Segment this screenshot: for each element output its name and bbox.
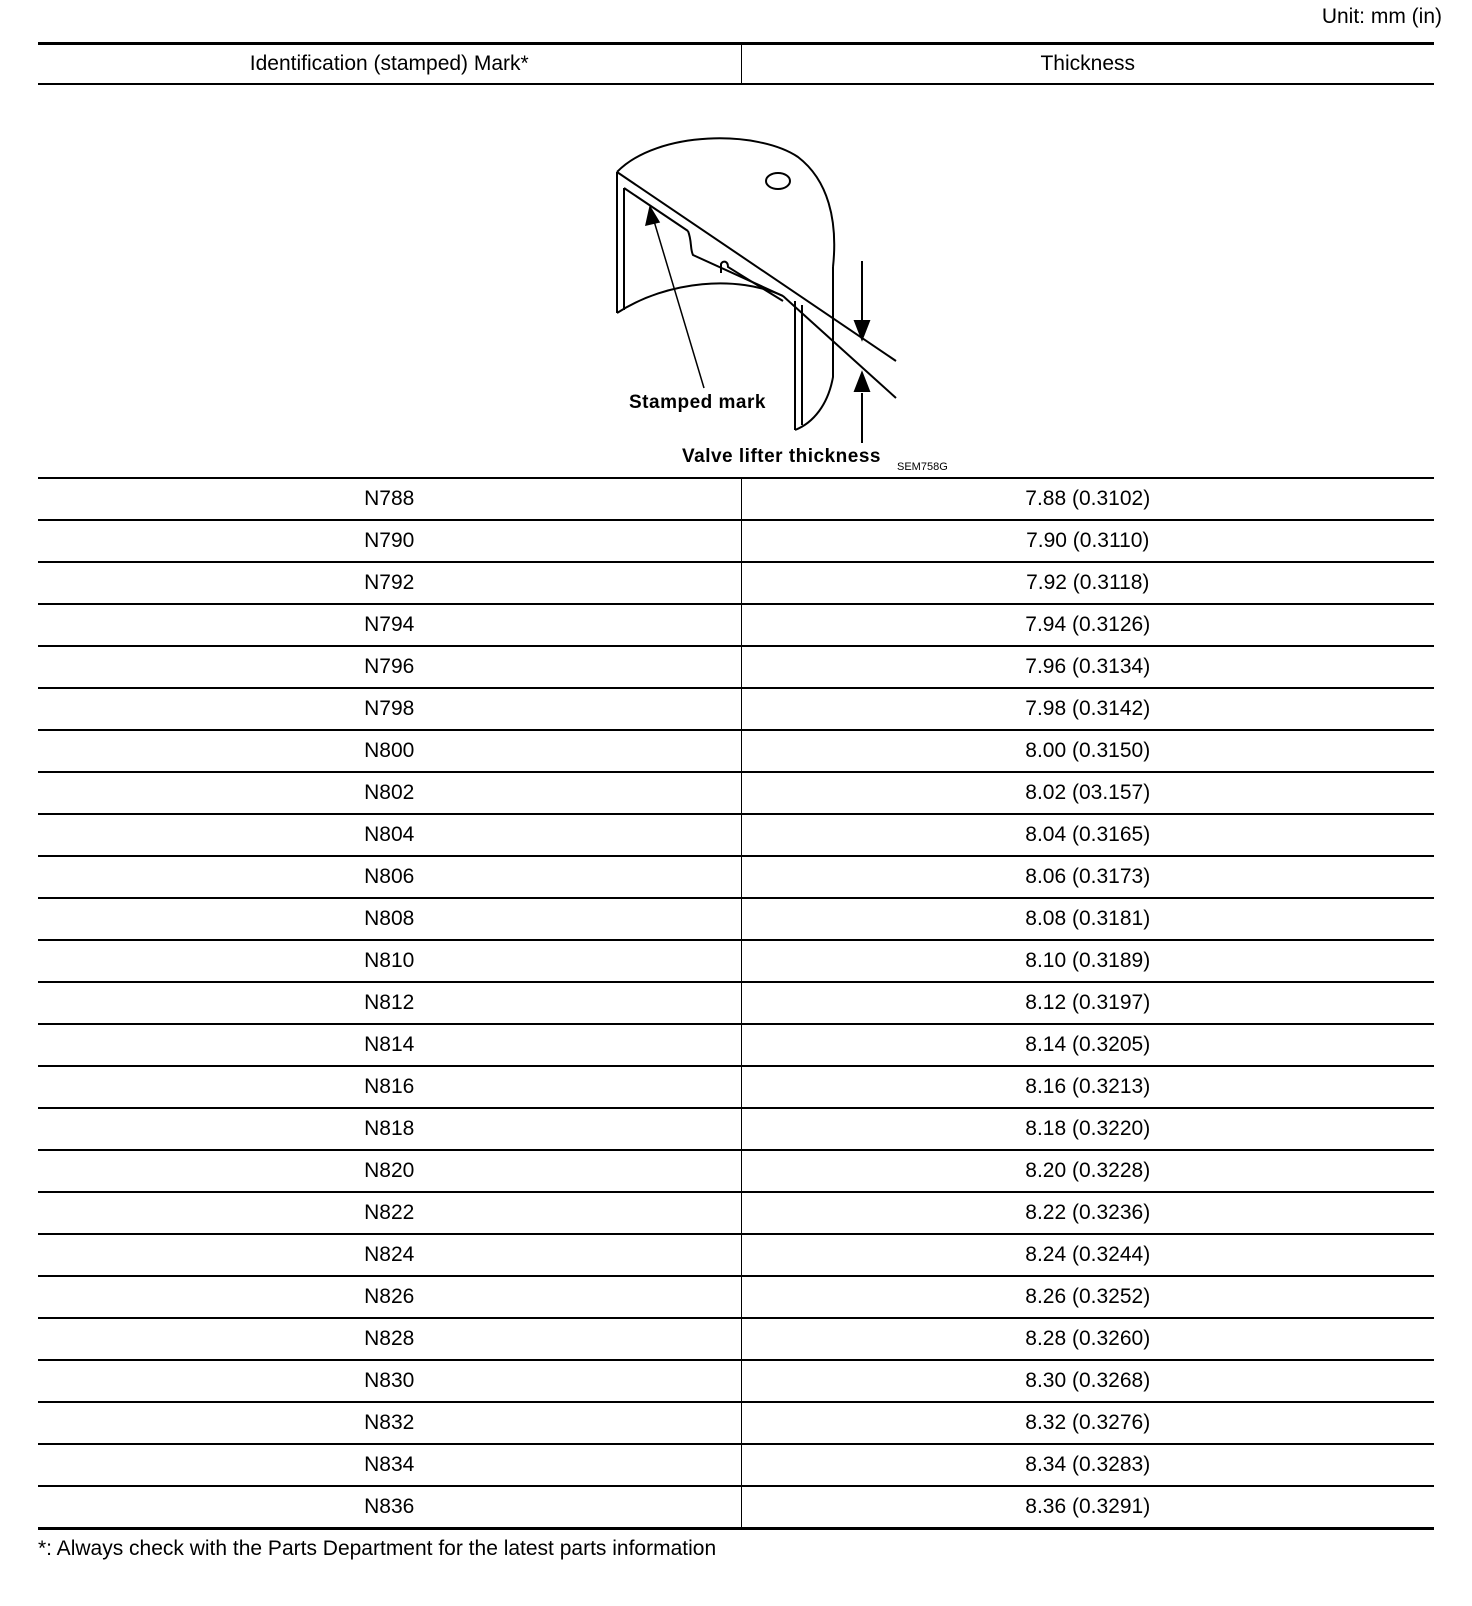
table-row bbox=[38, 1150, 1434, 1192]
mark-cell: N836 bbox=[38, 1486, 741, 1529]
thickness-cell: 8.32 (0.3276) bbox=[741, 1402, 1434, 1444]
table-row bbox=[38, 898, 1434, 940]
mark-cell: N820 bbox=[38, 1150, 741, 1192]
lifter-top-edge bbox=[617, 138, 834, 267]
thickness-cell: 8.14 (0.3205) bbox=[741, 1024, 1434, 1066]
figure-row bbox=[38, 84, 1434, 478]
thickness-cell: 8.04 (0.3165) bbox=[741, 814, 1434, 856]
table-row bbox=[38, 646, 1434, 688]
table-row bbox=[38, 772, 1434, 814]
mark-cell: N828 bbox=[38, 1318, 741, 1360]
thickness-cell: 8.30 (0.3268) bbox=[741, 1360, 1434, 1402]
table-row bbox=[38, 478, 1434, 520]
stamped-mark-label: Stamped mark bbox=[629, 392, 766, 413]
mark-cell: N796 bbox=[38, 646, 741, 688]
thickness-cell: 8.28 (0.3260) bbox=[741, 1318, 1434, 1360]
thickness-cell: 8.24 (0.3244) bbox=[741, 1234, 1434, 1276]
thickness-cell: 8.12 (0.3197) bbox=[741, 982, 1434, 1024]
mark-cell: N804 bbox=[38, 814, 741, 856]
oil-hole bbox=[766, 173, 790, 189]
thickness-cell: 7.96 (0.3134) bbox=[741, 646, 1434, 688]
unit-label: Unit: mm (in) bbox=[1321, 5, 1442, 28]
thickness-cell: 8.02 (03.157) bbox=[741, 772, 1434, 814]
mark-cell: N798 bbox=[38, 688, 741, 730]
mark-cell: N810 bbox=[38, 940, 741, 982]
valve-lifter-thickness-label: Valve lifter thickness bbox=[682, 446, 881, 467]
table-row bbox=[38, 1402, 1434, 1444]
mark-cell: N792 bbox=[38, 562, 741, 604]
thickness-cell: 7.88 (0.3102) bbox=[741, 478, 1434, 520]
mark-cell: N826 bbox=[38, 1276, 741, 1318]
thickness-cell: 7.92 (0.3118) bbox=[741, 562, 1434, 604]
table-row bbox=[38, 604, 1434, 646]
mark-cell: N808 bbox=[38, 898, 741, 940]
mark-cell: N834 bbox=[38, 1444, 741, 1486]
table-row bbox=[38, 730, 1434, 772]
table-row bbox=[38, 1234, 1434, 1276]
stamped-mark-leader bbox=[654, 221, 704, 388]
mark-cell: N832 bbox=[38, 1402, 741, 1444]
thickness-cell: 8.22 (0.3236) bbox=[741, 1192, 1434, 1234]
thickness-cell: 8.26 (0.3252) bbox=[741, 1276, 1434, 1318]
arrowhead-up bbox=[855, 373, 869, 391]
thickness-cell: 8.34 (0.3283) bbox=[741, 1444, 1434, 1486]
mark-cell: N812 bbox=[38, 982, 741, 1024]
table-row bbox=[38, 520, 1434, 562]
cut-edge-upper bbox=[617, 172, 896, 361]
cut-edge-lower bbox=[783, 296, 896, 398]
valve-lifter-diagram bbox=[558, 107, 958, 477]
thickness-cell: 8.18 (0.3220) bbox=[741, 1108, 1434, 1150]
header-mark: Identification (stamped) Mark* bbox=[38, 44, 741, 85]
thickness-rows bbox=[38, 478, 1434, 1529]
table-row bbox=[38, 940, 1434, 982]
thickness-cell: 7.94 (0.3126) bbox=[741, 604, 1434, 646]
table-row bbox=[38, 1024, 1434, 1066]
table-row bbox=[38, 1192, 1434, 1234]
mark-cell: N830 bbox=[38, 1360, 741, 1402]
thickness-cell: 8.10 (0.3189) bbox=[741, 940, 1434, 982]
table-row bbox=[38, 562, 1434, 604]
figure-code: SEM758G bbox=[897, 461, 948, 473]
mark-cell: N818 bbox=[38, 1108, 741, 1150]
table-row bbox=[38, 1066, 1434, 1108]
table-row bbox=[38, 1486, 1434, 1529]
cut-edge-inner bbox=[624, 188, 688, 231]
table-row bbox=[38, 982, 1434, 1024]
table-row bbox=[38, 856, 1434, 898]
table-row bbox=[38, 1318, 1434, 1360]
valve-lifter-table bbox=[38, 42, 1434, 1530]
table-row bbox=[38, 1276, 1434, 1318]
header-thickness: Thickness bbox=[741, 44, 1434, 85]
table-row bbox=[38, 1108, 1434, 1150]
thickness-cell: 8.00 (0.3150) bbox=[741, 730, 1434, 772]
bottom-arc bbox=[617, 283, 783, 313]
mark-cell: N790 bbox=[38, 520, 741, 562]
table-row bbox=[38, 688, 1434, 730]
table-row bbox=[38, 1360, 1434, 1402]
thickness-cell: 8.06 (0.3173) bbox=[741, 856, 1434, 898]
thickness-cell: 7.98 (0.3142) bbox=[741, 688, 1434, 730]
footnote: *: Always check with the Parts Department for the latest parts information bbox=[38, 1537, 717, 1560]
mark-cell: N824 bbox=[38, 1234, 741, 1276]
mark-cell: N800 bbox=[38, 730, 741, 772]
right-wall-outer bbox=[795, 267, 833, 430]
mark-cell: N816 bbox=[38, 1066, 741, 1108]
thickness-cell: 8.08 (0.3181) bbox=[741, 898, 1434, 940]
table-row bbox=[38, 814, 1434, 856]
mark-cell: N814 bbox=[38, 1024, 741, 1066]
mark-cell: N794 bbox=[38, 604, 741, 646]
arrowhead-down bbox=[855, 321, 869, 339]
inner-notch bbox=[721, 262, 783, 301]
table-row bbox=[38, 1444, 1434, 1486]
mark-cell: N788 bbox=[38, 478, 741, 520]
figure-cell bbox=[38, 84, 1434, 478]
thickness-cell: 8.20 (0.3228) bbox=[741, 1150, 1434, 1192]
thickness-cell: 8.16 (0.3213) bbox=[741, 1066, 1434, 1108]
inner-step bbox=[688, 231, 783, 296]
thickness-cell: 8.36 (0.3291) bbox=[741, 1486, 1434, 1529]
thickness-cell: 7.90 (0.3110) bbox=[741, 520, 1434, 562]
table-header-row bbox=[38, 44, 1434, 85]
mark-cell: N806 bbox=[38, 856, 741, 898]
mark-cell: N822 bbox=[38, 1192, 741, 1234]
mark-cell: N802 bbox=[38, 772, 741, 814]
